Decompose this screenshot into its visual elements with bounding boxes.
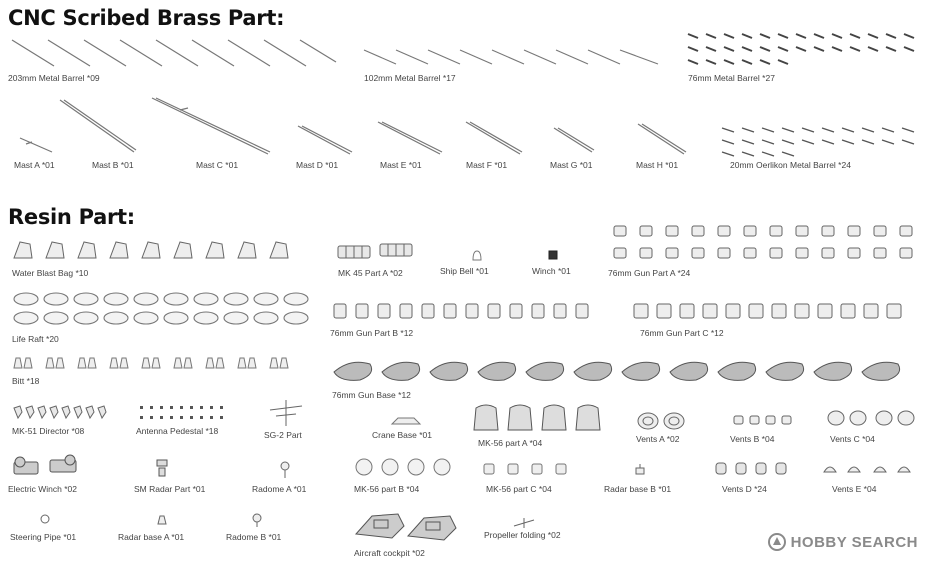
steering-pipe-drawing: [36, 512, 54, 526]
brass-part-label: Mast C *01: [196, 160, 239, 170]
76mm-gun-part-a-drawing: [610, 222, 922, 266]
resin-part-label: MK-56 part A *04: [478, 438, 543, 448]
mk45-part-a-drawing: [336, 240, 416, 262]
resin-part-label: Radome A *01: [252, 484, 307, 494]
vents-e-drawing: [822, 460, 914, 478]
resin-part-label: Radome B *01: [226, 532, 282, 542]
radome-b-drawing: [250, 512, 264, 528]
winch-drawing: [546, 248, 560, 262]
brass-part-label: Mast E *01: [380, 160, 422, 170]
brass-part-label: Mast G *01: [550, 160, 593, 170]
brass-part-label: 76mm Metal Barrel *27: [688, 73, 775, 83]
76mm-gun-part-c-drawing: [630, 300, 914, 324]
resin-part-label: MK-56 part C *04: [486, 484, 552, 494]
brass-part-label: Mast F *01: [466, 160, 508, 170]
mk51-director-drawing: [10, 402, 114, 422]
resin-part-label: SG-2 Part: [264, 430, 302, 440]
antenna-pedestal-drawing: [136, 404, 236, 422]
resin-part-label: Steering Pipe *01: [10, 532, 77, 542]
radar-base-b-drawing: [632, 462, 648, 478]
water-blast-bag-drawing: [10, 238, 300, 262]
76mm-gun-part-b-drawing: [330, 300, 606, 324]
resin-part-label: Electric Winch *02: [8, 484, 77, 494]
mast-d-drawing: [296, 124, 354, 158]
resin-part-label: Propeller folding *02: [484, 530, 561, 540]
metal-barrel-102mm-drawing: [362, 46, 662, 70]
electric-winch-drawing: [12, 454, 82, 478]
resin-part-label: MK 45 Part A *02: [338, 268, 403, 278]
oerlikon-barrel-drawing: [720, 124, 926, 158]
resin-part-label: Crane Base *01: [372, 430, 433, 440]
metal-barrel-76mm-drawing: [686, 30, 922, 70]
resin-part-label: 76mm Gun Part C *12: [640, 328, 724, 338]
aircraft-cockpit-drawing: [352, 506, 462, 546]
brass-part-label: Mast A *01: [14, 160, 55, 170]
vents-d-drawing: [714, 460, 790, 478]
resin-part-label: Vents C *04: [830, 434, 875, 444]
resin-part-label: Ship Bell *01: [440, 266, 489, 276]
resin-part-label: 76mm Gun Base *12: [332, 390, 411, 400]
resin-part-label: SM Radar Part *01: [134, 484, 206, 494]
radar-base-a-drawing: [154, 512, 170, 528]
resin-part-label: Aircraft cockpit *02: [354, 548, 425, 558]
resin-part-label: Vents A *02: [636, 434, 680, 444]
vents-a-drawing: [634, 410, 690, 432]
mast-h-drawing: [636, 122, 688, 158]
ship-bell-drawing: [470, 248, 484, 264]
mk56-part-a-drawing: [470, 400, 604, 436]
brass-part-label: Mast H *01: [636, 160, 679, 170]
resin-part-label: 76mm Gun Part B *12: [330, 328, 414, 338]
metal-barrel-203mm-drawing: [10, 36, 340, 72]
bitt-drawing: [10, 354, 300, 374]
resin-part-label: Vents D *24: [722, 484, 767, 494]
resin-part-label: MK-51 Director *08: [12, 426, 85, 436]
resin-part-label: Antenna Pedestal *18: [136, 426, 219, 436]
brass-part-label: Mast D *01: [296, 160, 339, 170]
life-raft-drawing: [10, 290, 310, 330]
resin-part-label: Winch *01: [532, 266, 571, 276]
vents-b-drawing: [732, 412, 792, 428]
mast-c-drawing: [150, 96, 272, 158]
resin-part-label: Radar base A *01: [118, 532, 185, 542]
resin-part-label: MK-56 part B *04: [354, 484, 420, 494]
resin-part-label: Vents E *04: [832, 484, 877, 494]
mast-e-drawing: [376, 120, 444, 158]
resin-part-label: Water Blast Bag *10: [12, 268, 89, 278]
resin-part-label: 76mm Gun Part A *24: [608, 268, 691, 278]
watermark-text: HOBBY SEARCH: [790, 533, 918, 551]
hobby-search-logo-icon: [767, 532, 787, 552]
cnc-brass-heading: CNC Scribed Brass Part:: [8, 6, 285, 30]
resin-part-label: Life Raft *20: [12, 334, 59, 344]
mast-g-drawing: [552, 126, 596, 156]
mast-f-drawing: [464, 120, 524, 158]
brass-part-label: 203mm Metal Barrel *09: [8, 73, 100, 83]
vents-c-drawing: [826, 408, 916, 428]
sg2-part-drawing: [266, 398, 306, 428]
brass-part-label: 20mm Oerlikon Metal Barrel *24: [730, 160, 851, 170]
mk56-part-b-drawing: [352, 456, 452, 478]
mast-b-drawing: [58, 98, 138, 156]
resin-part-label: Radar base B *01: [604, 484, 672, 494]
brass-part-label: 102mm Metal Barrel *17: [364, 73, 456, 83]
hobby-search-watermark: [767, 532, 918, 552]
resin-heading: Resin Part:: [8, 205, 135, 229]
resin-part-label: Vents B *04: [730, 434, 775, 444]
brass-part-label: Mast B *01: [92, 160, 134, 170]
sm-radar-part-drawing: [154, 458, 170, 478]
mk56-part-c-drawing: [480, 458, 570, 478]
76mm-gun-base-drawing: [330, 356, 914, 386]
mast-a-drawing: [18, 136, 58, 156]
radome-a-drawing: [278, 460, 292, 480]
crane-base-drawing: [388, 414, 424, 428]
resin-part-label: Bitt *18: [12, 376, 40, 386]
